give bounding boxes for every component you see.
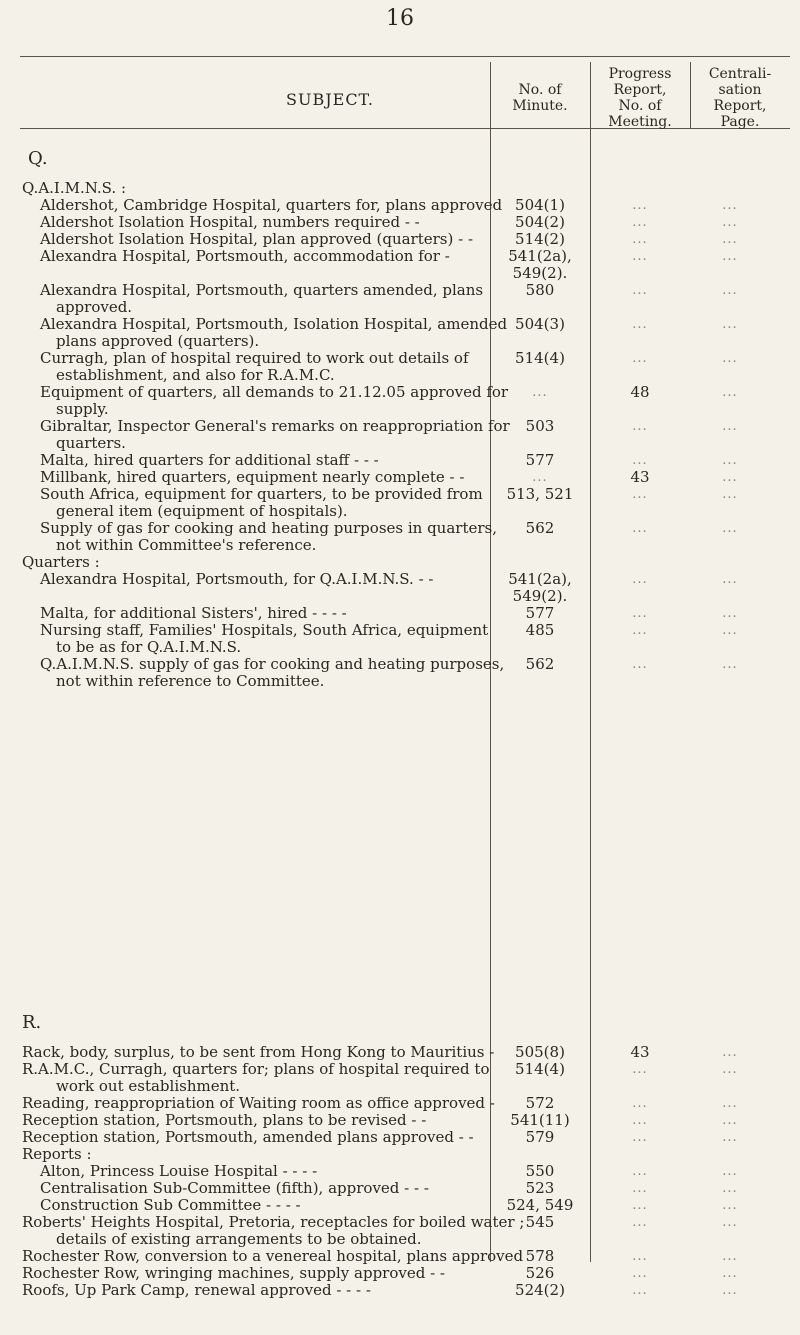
subject-text: Reports : bbox=[22, 1145, 92, 1163]
subject-text: South Africa, equipment for quarters, to be provided from bbox=[40, 485, 483, 503]
progress-report-number: ... bbox=[632, 1130, 648, 1145]
minute-number: ... bbox=[532, 470, 548, 485]
minute-number: 549(2). bbox=[512, 264, 568, 282]
centralisation-page: ... bbox=[722, 317, 738, 332]
centralisation-page: ... bbox=[722, 351, 738, 366]
minute-header-line: Minute. bbox=[512, 98, 568, 114]
subject-text: Gibraltar, Inspector General's remarks on reappropriation for bbox=[40, 417, 510, 435]
minute-number: 572 bbox=[525, 1094, 555, 1112]
subject-text: Alexandra Hospital, Portsmouth, quarters amended, plans bbox=[40, 281, 484, 299]
progress-report-number: ... bbox=[632, 198, 648, 213]
minute-number: 485 bbox=[525, 621, 555, 639]
minute-number: 549(2). bbox=[512, 587, 568, 605]
centralisation-page: ... bbox=[722, 1130, 738, 1145]
progress-report-number: ... bbox=[632, 1062, 648, 1077]
minute-header bbox=[492, 82, 588, 114]
subject-text: Supply of gas for cooking and heating purposes in quarters, bbox=[40, 519, 498, 537]
minute-number: 541(11) bbox=[510, 1111, 570, 1129]
progress-report-number: ... bbox=[632, 283, 648, 298]
subject-text: approved. bbox=[56, 298, 133, 316]
progress-report-number: ... bbox=[632, 351, 648, 366]
minute-number: 514(2) bbox=[515, 230, 565, 248]
centralisation-page: ... bbox=[722, 283, 738, 298]
progress-report-number: ... bbox=[632, 1181, 648, 1196]
subject-text: Alexandra Hospital, Portsmouth, Isolation Hospital, amended bbox=[40, 315, 508, 333]
subject-text: Rochester Row, conversion to a venereal hospital, plans approved bbox=[22, 1247, 524, 1265]
subject-text: Malta, for additional Sisters', hired - - - - bbox=[40, 604, 347, 622]
centralisation-page: ... bbox=[722, 198, 738, 213]
centralisation-page: ... bbox=[722, 419, 738, 434]
centralisation-page: ... bbox=[722, 1113, 738, 1128]
subject-text: R.A.M.C., Curragh, quarters for; plans of hospital required to bbox=[22, 1060, 490, 1078]
minute-number: 505(8) bbox=[515, 1043, 565, 1061]
minute-number: 503 bbox=[525, 417, 555, 435]
progress-report-number: ... bbox=[632, 1198, 648, 1213]
progress-report-number: ... bbox=[632, 1164, 648, 1179]
subject-text: details of existing arrangements to be obtained. bbox=[56, 1230, 422, 1248]
subject-text: plans approved (quarters). bbox=[56, 332, 260, 350]
centralisation-page: ... bbox=[722, 249, 738, 264]
minute-number: 579 bbox=[525, 1128, 555, 1146]
progress-report-number: ... bbox=[632, 232, 648, 247]
subject-text: general item (equipment of hospitals). bbox=[56, 502, 348, 520]
subject-text: Centralisation Sub-Committee (fifth), approved - - - bbox=[40, 1179, 429, 1197]
progress-header bbox=[592, 66, 688, 130]
progress-header-line: Progress bbox=[608, 66, 672, 82]
progress-report-number: ... bbox=[632, 249, 648, 264]
centralisation-page: ... bbox=[722, 1283, 738, 1298]
centralisation-header-line: Centrali- bbox=[708, 66, 772, 82]
progress-report-number: ... bbox=[632, 1249, 648, 1264]
minute-number: 513, 521 bbox=[506, 485, 574, 503]
progress-report-number: ... bbox=[632, 1096, 648, 1111]
subject-text: Aldershot Isolation Hospital, numbers required - - bbox=[40, 213, 420, 231]
minute-number: 545 bbox=[525, 1213, 555, 1231]
subject-text: Roofs, Up Park Camp, renewal approved - - - - bbox=[22, 1281, 371, 1299]
subject-text: not within reference to Committee. bbox=[56, 672, 325, 690]
column-divider-2 bbox=[590, 62, 591, 1262]
centralisation-page: ... bbox=[722, 572, 738, 587]
minute-number: 514(4) bbox=[515, 349, 565, 367]
subject-text: Rack, body, surplus, to be sent from Hong Kong to Mauritius - bbox=[22, 1043, 495, 1061]
subject-text: Construction Sub Committee - - - - bbox=[40, 1196, 301, 1214]
subject-text: Reception station, Portsmouth, amended plans approved - - bbox=[22, 1128, 474, 1146]
subject-text: quarters. bbox=[56, 434, 126, 452]
subject-text: Alexandra Hospital, Portsmouth, accommodation for - bbox=[40, 247, 450, 265]
subject-text: Rochester Row, wringing machines, supply approved - - bbox=[22, 1264, 445, 1282]
minute-number: ... bbox=[532, 385, 548, 400]
subject-text: Roberts' Heights Hospital, Pretoria, receptacles for boiled water ; bbox=[22, 1213, 525, 1231]
minute-number: 524, 549 bbox=[506, 1196, 574, 1214]
minute-number: 550 bbox=[525, 1162, 555, 1180]
progress-report-number: 43 bbox=[630, 1043, 650, 1061]
centralisation-page: ... bbox=[722, 521, 738, 536]
minute-number: 526 bbox=[525, 1264, 555, 1282]
minute-number: 523 bbox=[525, 1179, 555, 1197]
page-number: 16 bbox=[386, 6, 414, 31]
centralisation-page: ... bbox=[722, 1266, 738, 1281]
centralisation-page: ... bbox=[722, 1164, 738, 1179]
centralisation-page: ... bbox=[722, 470, 738, 485]
progress-header-line: No. of bbox=[618, 98, 662, 114]
centralisation-page: ... bbox=[722, 1096, 738, 1111]
subject-text: not within Committee's reference. bbox=[56, 536, 317, 554]
progress-header-line: Report, bbox=[613, 82, 667, 98]
subject-text: Alton, Princess Louise Hospital - - - - bbox=[40, 1162, 318, 1180]
centralisation-page: ... bbox=[722, 215, 738, 230]
progress-report-number: ... bbox=[632, 419, 648, 434]
progress-report-number: ... bbox=[632, 1283, 648, 1298]
centralisation-page: ... bbox=[722, 453, 738, 468]
progress-report-number: ... bbox=[632, 317, 648, 332]
subject-text: to be as for Q.A.I.M.N.S. bbox=[56, 638, 242, 656]
centralisation-page: ... bbox=[722, 657, 738, 672]
minute-number: 504(1) bbox=[515, 196, 565, 214]
minute-number: 580 bbox=[525, 281, 555, 299]
centralisation-page: ... bbox=[722, 1198, 738, 1213]
minute-number: 562 bbox=[525, 655, 555, 673]
minute-number: 541(2a), bbox=[508, 247, 572, 265]
progress-report-number: 43 bbox=[630, 468, 650, 486]
progress-report-number: ... bbox=[632, 521, 648, 536]
centralisation-page: ... bbox=[722, 1181, 738, 1196]
centralisation-page: ... bbox=[722, 487, 738, 502]
progress-report-number: ... bbox=[632, 453, 648, 468]
subject-text: Equipment of quarters, all demands to 21.12.05 approved for bbox=[40, 383, 509, 401]
subject-text: Nursing staff, Families' Hospitals, South Africa, equipment bbox=[40, 621, 489, 639]
centralisation-page: ... bbox=[722, 1062, 738, 1077]
subject-header: SUBJECT. bbox=[286, 90, 374, 109]
minute-number: 562 bbox=[525, 519, 555, 537]
column-divider-3 bbox=[690, 62, 691, 128]
centralisation-header-line: sation bbox=[718, 82, 762, 98]
subject-text: Malta, hired quarters for additional staff - - - bbox=[40, 451, 379, 469]
minute-number: 514(4) bbox=[515, 1060, 565, 1078]
progress-report-number: ... bbox=[632, 623, 648, 638]
subject-text: Aldershot Isolation Hospital, plan approved (quarters) - - bbox=[40, 230, 474, 248]
centralisation-header bbox=[692, 66, 788, 130]
section-letter: Q. bbox=[28, 148, 48, 169]
progress-report-number: 48 bbox=[630, 383, 650, 401]
subject-text: Aldershot, Cambridge Hospital, quarters for, plans approved bbox=[40, 196, 503, 214]
centralisation-page: ... bbox=[722, 623, 738, 638]
subject-text: Quarters : bbox=[22, 553, 100, 571]
progress-report-number: ... bbox=[632, 1113, 648, 1128]
subject-text: supply. bbox=[56, 400, 109, 418]
minute-number: 578 bbox=[525, 1247, 555, 1265]
minute-header-line: No. of bbox=[518, 82, 562, 98]
subject-text: establishment, and also for R.A.M.C. bbox=[56, 366, 335, 384]
minute-number: 504(3) bbox=[515, 315, 565, 333]
progress-report-number: ... bbox=[632, 487, 648, 502]
subject-text: Q.A.I.M.N.S. : bbox=[22, 179, 127, 197]
centralisation-page: ... bbox=[722, 232, 738, 247]
progress-report-number: ... bbox=[632, 606, 648, 621]
centralisation-header-line: Report, bbox=[713, 98, 767, 114]
subject-text: Alexandra Hospital, Portsmouth, for Q.A.I.M.N.S. - - bbox=[40, 570, 434, 588]
progress-header-line: Meeting. bbox=[608, 114, 672, 130]
subject-text: Q.A.I.M.N.S. supply of gas for cooking and heating purposes, bbox=[40, 655, 505, 673]
subject-text: Curragh, plan of hospital required to work out details of bbox=[40, 349, 469, 367]
minute-number: 577 bbox=[525, 451, 555, 469]
progress-report-number: ... bbox=[632, 215, 648, 230]
minute-number: 504(2) bbox=[515, 213, 565, 231]
subject-text: work out establishment. bbox=[56, 1077, 241, 1095]
subject-text: Reading, reappropriation of Waiting room as office approved - bbox=[22, 1094, 495, 1112]
section-letter: R. bbox=[22, 1012, 42, 1033]
centralisation-page: ... bbox=[722, 1045, 738, 1060]
progress-report-number: ... bbox=[632, 1266, 648, 1281]
top-rule bbox=[20, 56, 790, 57]
centralisation-page: ... bbox=[722, 385, 738, 400]
subject-text: Reception station, Portsmouth, plans to be revised - - bbox=[22, 1111, 427, 1129]
subject-text: Millbank, hired quarters, equipment nearly complete - - bbox=[40, 468, 465, 486]
progress-report-number: ... bbox=[632, 1215, 648, 1230]
minute-number: 577 bbox=[525, 604, 555, 622]
centralisation-page: ... bbox=[722, 606, 738, 621]
progress-report-number: ... bbox=[632, 657, 648, 672]
centralisation-header-line: Page. bbox=[720, 114, 760, 130]
minute-number: 541(2a), bbox=[508, 570, 572, 588]
minute-number: 524(2) bbox=[515, 1281, 565, 1299]
centralisation-page: ... bbox=[722, 1249, 738, 1264]
progress-report-number: ... bbox=[632, 572, 648, 587]
centralisation-page: ... bbox=[722, 1215, 738, 1230]
